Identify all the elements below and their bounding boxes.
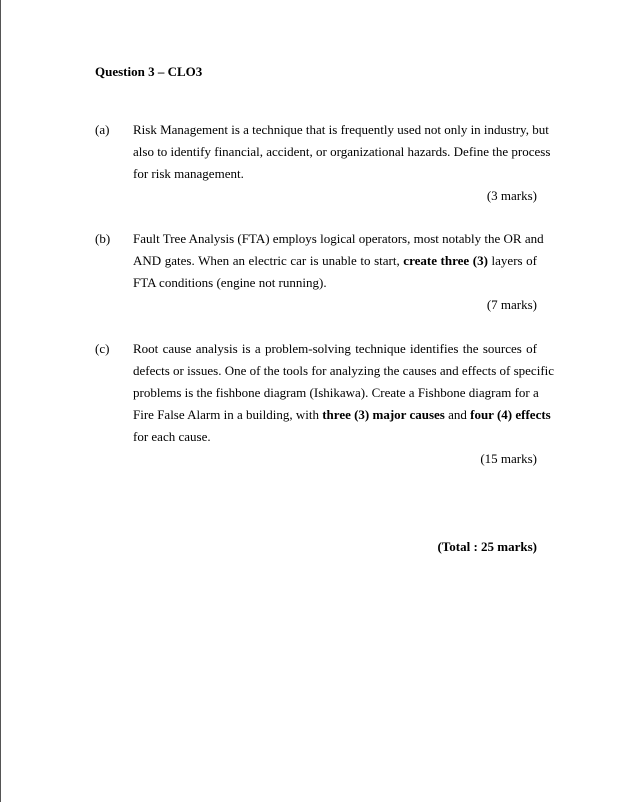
- part-a-line-2: also to identify financial, accident, or organizational hazards. Define the process: [133, 144, 551, 159]
- part-c-marks: (15 marks): [480, 451, 537, 466]
- part-c-line-3: problems is the fishbone diagram (Ishikawa). Create a Fishbone diagram for a: [133, 385, 539, 400]
- part-c-line-4-start: Fire False Alarm in a building, with: [133, 407, 323, 422]
- question-title: Question 3 – CLO3: [95, 64, 203, 79]
- part-a-label: (a): [95, 122, 110, 137]
- part-c-line-2: defects or issues. One of the tools for analyzing the causes and effects of specific: [133, 363, 555, 378]
- part-a-text: [133, 119, 551, 185]
- part-c-emphasis-causes: three (3) major causes: [322, 407, 445, 422]
- part-b-label: (b): [95, 231, 111, 246]
- part-b-marks: (7 marks): [486, 297, 537, 312]
- part-b-line-2-start: AND gates. When an electric car is unable to start,: [133, 253, 404, 268]
- part-c: [95, 338, 555, 488]
- part-c-line-4: [133, 404, 551, 426]
- part-c-line-1: Root cause analysis is a problem-solving technique identifies the sources of: [133, 341, 537, 356]
- total-marks: (Total : 25 marks): [437, 539, 537, 554]
- part-b: [95, 228, 544, 328]
- part-c-line-5: for each cause.: [133, 429, 211, 444]
- part-a-line-3: for risk management.: [133, 166, 244, 181]
- part-a-marks: (3 marks): [486, 188, 537, 203]
- part-c-label: (c): [95, 341, 110, 356]
- part-a-line-1: Risk Management is a technique that is frequently used not only in industry, but: [133, 122, 549, 137]
- part-c-text: [133, 338, 555, 448]
- part-c-emphasis-effects: four (4) effects: [470, 407, 551, 422]
- part-c-line-4-mid: and: [444, 407, 471, 422]
- part-b-text: [133, 228, 544, 294]
- part-b-line-2-end: layers of: [487, 253, 538, 268]
- part-b-line-3: FTA conditions (engine not running).: [133, 275, 327, 290]
- part-b-emphasis: create three (3): [403, 253, 488, 268]
- part-b-line-1: Fault Tree Analysis (FTA) employs logical operators, most notably the OR and: [133, 231, 544, 246]
- part-b-line-2: [133, 250, 537, 272]
- part-a: [95, 119, 551, 219]
